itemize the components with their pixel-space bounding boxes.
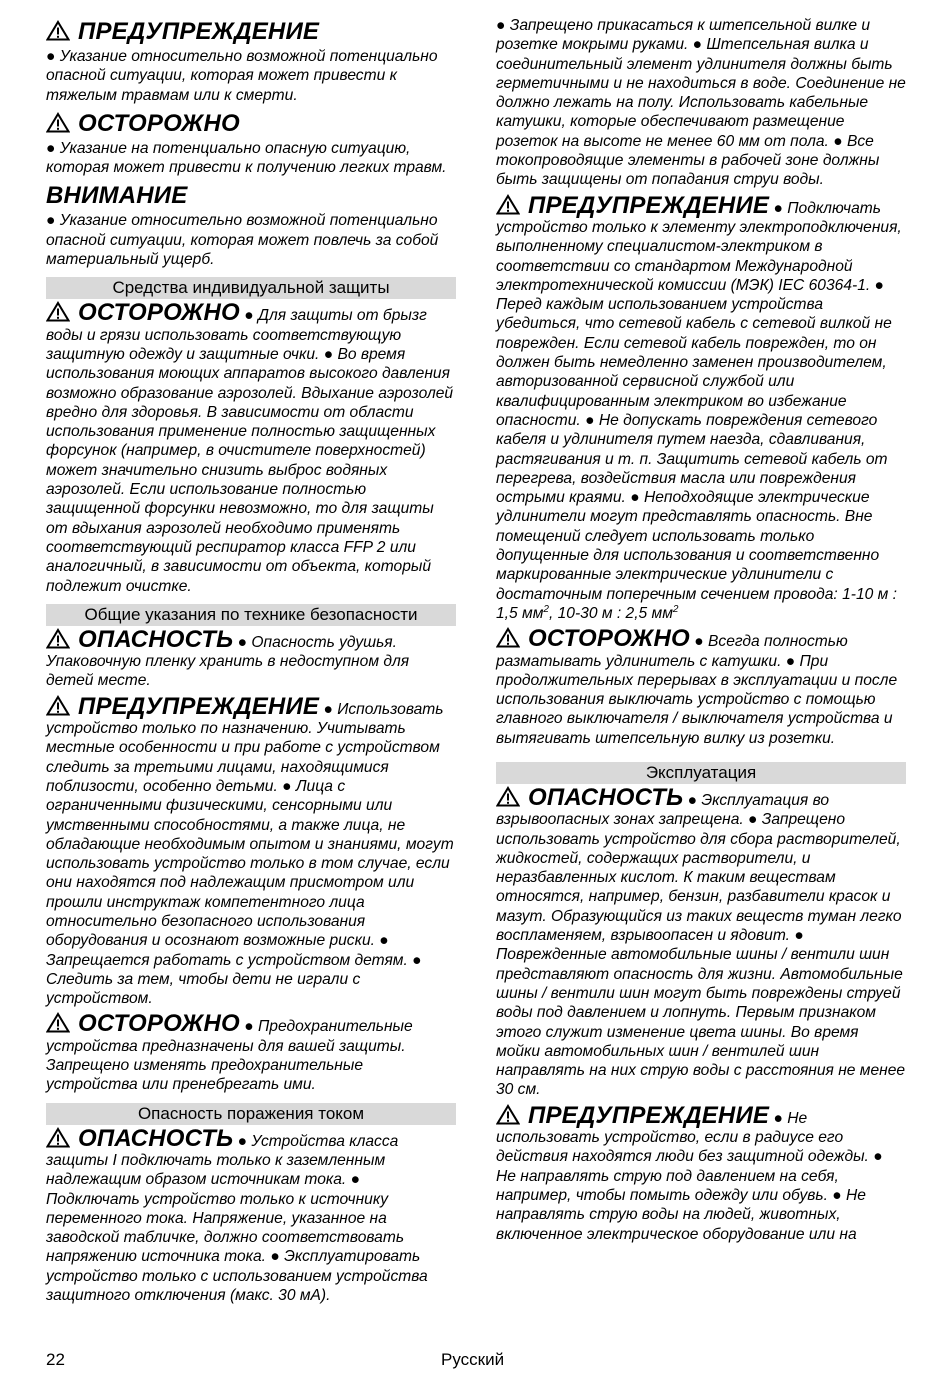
- warning-triangle-icon: [46, 112, 72, 133]
- warning-triangle-icon: [46, 20, 72, 41]
- page-number: 22: [46, 1350, 65, 1369]
- signal-word: ПРЕДУПРЕЖДЕНИЕ: [528, 191, 770, 219]
- notice-text: ● Для защиты от брызг воды и грязи использовать соответствующую защитную одежду и защитные очки. ● Во время использования моющих аппаратов высокого давления возможно образование аэрозолей. Вдыхание аэрозолей вредно для здоровья. В зависимости от области использования применение полностью защищенных форсунок (например, в очистителе поверхностей) может значительно снизить выброс водяных аэрозолей. Если использование полностью защищенной форсунки невозможно, то для защиты от вдыхания аэрозолей необходимо применять соответствующий респиратор класса FFP 2 или аналогичный, в зависимости от объекта, который подлежит очистке.: [46, 307, 454, 595]
- signal-word: ОПАСНОСТЬ: [78, 1124, 234, 1152]
- notice-text: ● Опасность удушья. Упаковочную пленку хранить в недоступном для детей месте.: [46, 633, 410, 690]
- notice-text-cont: , 10-30 м : 2,5 мм: [548, 604, 673, 622]
- notice-text: ● Предохранительные устройства предназначены для вашей защиты. Запрещено изменять предохранительные устройства или пренебрегать ими.: [46, 1018, 413, 1094]
- section-heading: Общие указания по технике безопасности: [46, 604, 456, 626]
- notice-danger-operation: [496, 783, 906, 1100]
- warning-triangle-icon: [46, 695, 72, 716]
- notice-text: ● Указание относительно возможной потенциально опасной ситуации, которая может повлечь за собой материальный ущерб.: [46, 212, 439, 269]
- signal-word: ОСТОРОЖНО: [78, 299, 240, 327]
- notice-attention: [46, 181, 456, 269]
- warning-triangle-icon: [496, 786, 522, 807]
- notice-warning-usage: [46, 692, 456, 1009]
- signal-word: ОСТОРОЖНО: [78, 1010, 240, 1038]
- notice-danger-suffocation: [46, 625, 456, 691]
- notice-warning-operation: [496, 1101, 906, 1244]
- signal-word: ОСТОРОЖНО: [78, 109, 240, 137]
- warning-triangle-icon: [46, 628, 72, 649]
- notice-caution: [46, 109, 456, 178]
- notice-caution-ppe: [46, 301, 456, 595]
- section-heading: Средства индивидуальной защиты: [46, 277, 456, 299]
- warning-triangle-icon: [496, 194, 522, 215]
- signal-word: ОПАСНОСТЬ: [78, 625, 234, 653]
- superscript: 2: [672, 603, 679, 615]
- notice-caution-safety-devices: [46, 1012, 456, 1094]
- notice-danger-electric: [46, 1124, 456, 1306]
- notice-text: ● Указание на потенциально опасную ситуацию, которая может привести к получению легких травм.: [46, 139, 447, 177]
- warning-triangle-icon: [46, 1012, 72, 1033]
- notice-text: ● Всегда полностью разматывать удлинитель с катушки. ● При продолжительных перерывах в эксплуатации и после использования выключать устройство с помощью главного выключателя / выключателя устройства и вытягивать штепсельную вилку из розетки.: [496, 633, 898, 747]
- notice-text: ● Не использовать устройство, если в радиусе его действия находятся люди без защитной одежды. ● Не направлять струю под давлением на себя, например, чтобы помыть одежду или обувь. ● Не направлять струю воды на людей, животных, включенное электрическое оборудование или на: [496, 1109, 883, 1243]
- notice-warning: [46, 17, 456, 105]
- signal-word: ОСТОРОЖНО: [528, 625, 690, 653]
- signal-word: ВНИМАНИЕ: [46, 182, 188, 210]
- superscript: 2: [543, 603, 549, 615]
- notice-caution-reel: [496, 627, 906, 748]
- warning-triangle-icon: [496, 627, 522, 648]
- right-column: [496, 16, 906, 1248]
- notice-warning-connection: [496, 191, 906, 624]
- section-heading: Эксплуатация: [496, 762, 906, 784]
- warning-triangle-icon: [46, 1127, 72, 1148]
- section-heading: Опасность поражения током: [46, 1103, 456, 1125]
- notice-text: ● Эксплуатация во взрывоопасных зонах запрещена. ● Запрещено использовать устройство для сбора растворителей, жидкостей, содержащих растворители, и неразбавленных кислот. К таким веществам относятся, например, бензин, разбавители красок и мазут. Образующийся из таких веществ туман легко воспламеняем, взрывоопасен и ядовит. ● Поврежденные автомобильные шины / вентили шин представляют опасность для жизни. Автомобильные шины / вентили шин могут быть повреждены струей воды под давлением и лопнуть. Первым признаком этого служит изменение цвета шины. Во время мойки автомобильных шин / вентилей шин направлять на них струю воды с расстояния не менее 30 см.: [496, 791, 906, 1099]
- signal-word: ПРЕДУПРЕЖДЕНИЕ: [78, 18, 320, 45]
- signal-word: ПРЕДУПРЕЖДЕНИЕ: [78, 692, 320, 720]
- signal-word: ПРЕДУПРЕЖДЕНИЕ: [528, 1101, 770, 1129]
- notice-continued: ● Запрещено прикасаться к штепсельной вилке и розетке мокрыми руками. ● Штепсельная вилка и соединительный элемент удлинителя должны быть герметичными и не находиться в воде. Соединение не должно лежать на полу. Использовать кабельные катушки, которые обеспечивают размещение розеток на высоте не менее 60 мм от пола. ● Все токопроводящие элементы в рабочей зоне должны быть защищены от попадания струи воды.: [496, 17, 906, 189]
- notice-text: ● Устройства класса защиты I подключать только к заземленным надлежащим образом источникам тока. ● Подключать устройство только к источнику переменного тока. Напряжение, указанное на заводской табличке, должно соответствовать напряжению источника тока. ● Эксплуатировать устройство только с использованием устройства защитного отключения (макс. 30 мА).: [46, 1132, 428, 1305]
- footer-language: Русский: [441, 1350, 505, 1369]
- warning-triangle-icon: [46, 301, 72, 322]
- notice-text: ● Указание относительно возможной потенциально опасной ситуации, которая может привести к тяжелым травмам или к смерти.: [46, 48, 438, 104]
- signal-word: ОПАСНОСТЬ: [528, 783, 684, 811]
- warning-triangle-icon: [496, 1104, 522, 1125]
- left-column: [46, 16, 456, 1309]
- notice-text: ● Подключать устройство только к элементу электроподключения, выполненному специалистом-электриком в соответствии со стандартом Международной электротехнической комиссии (МЭК) IEC 60364-1. ● Перед каждым использованием устройства убедиться, что сетевой кабель с сетевой вилкой не поврежден. Если сетевой кабель поврежден, то он должен быть немедленно заменен производителем, авторизованной сервисной службой или квалифицированным электриком во избежание опасности. ● Не допускать повреждения сетевого кабеля и удлинителя путем наезда, сдавливания, растягивания и т. п. Защитить сетевой кабель от перегрева, воздействия масла или повреждения острыми краями. ● Неподходящие электрические удлинители могут представлять опасность. Вне помещений следует использовать только допущенные для использования и соответственно маркированные электрические удлинители с достаточным поперечным сечением провода: 1-10 м : 1,5 мм: [496, 199, 902, 622]
- notice-text: ● Использовать устройство только по назначению. Учитывать местные особенности и при работе с устройством следить за третьими лицами, находящимися поблизости, особенно детьми. ● Лица с ограниченными физическими, сенсорными или умственными способностями, а также лица, не обладающие необходимым опытом и знаниями, могут использовать устройство только в том случае, если они находятся под надлежащим присмотром или прошли инструктаж компетентного лица относительно безопасного использования оборудования и осознают возможные риски. ● Запрещается работать с устройством детям. ● Следить за тем, чтобы дети не играли с устройством.: [46, 700, 454, 1008]
